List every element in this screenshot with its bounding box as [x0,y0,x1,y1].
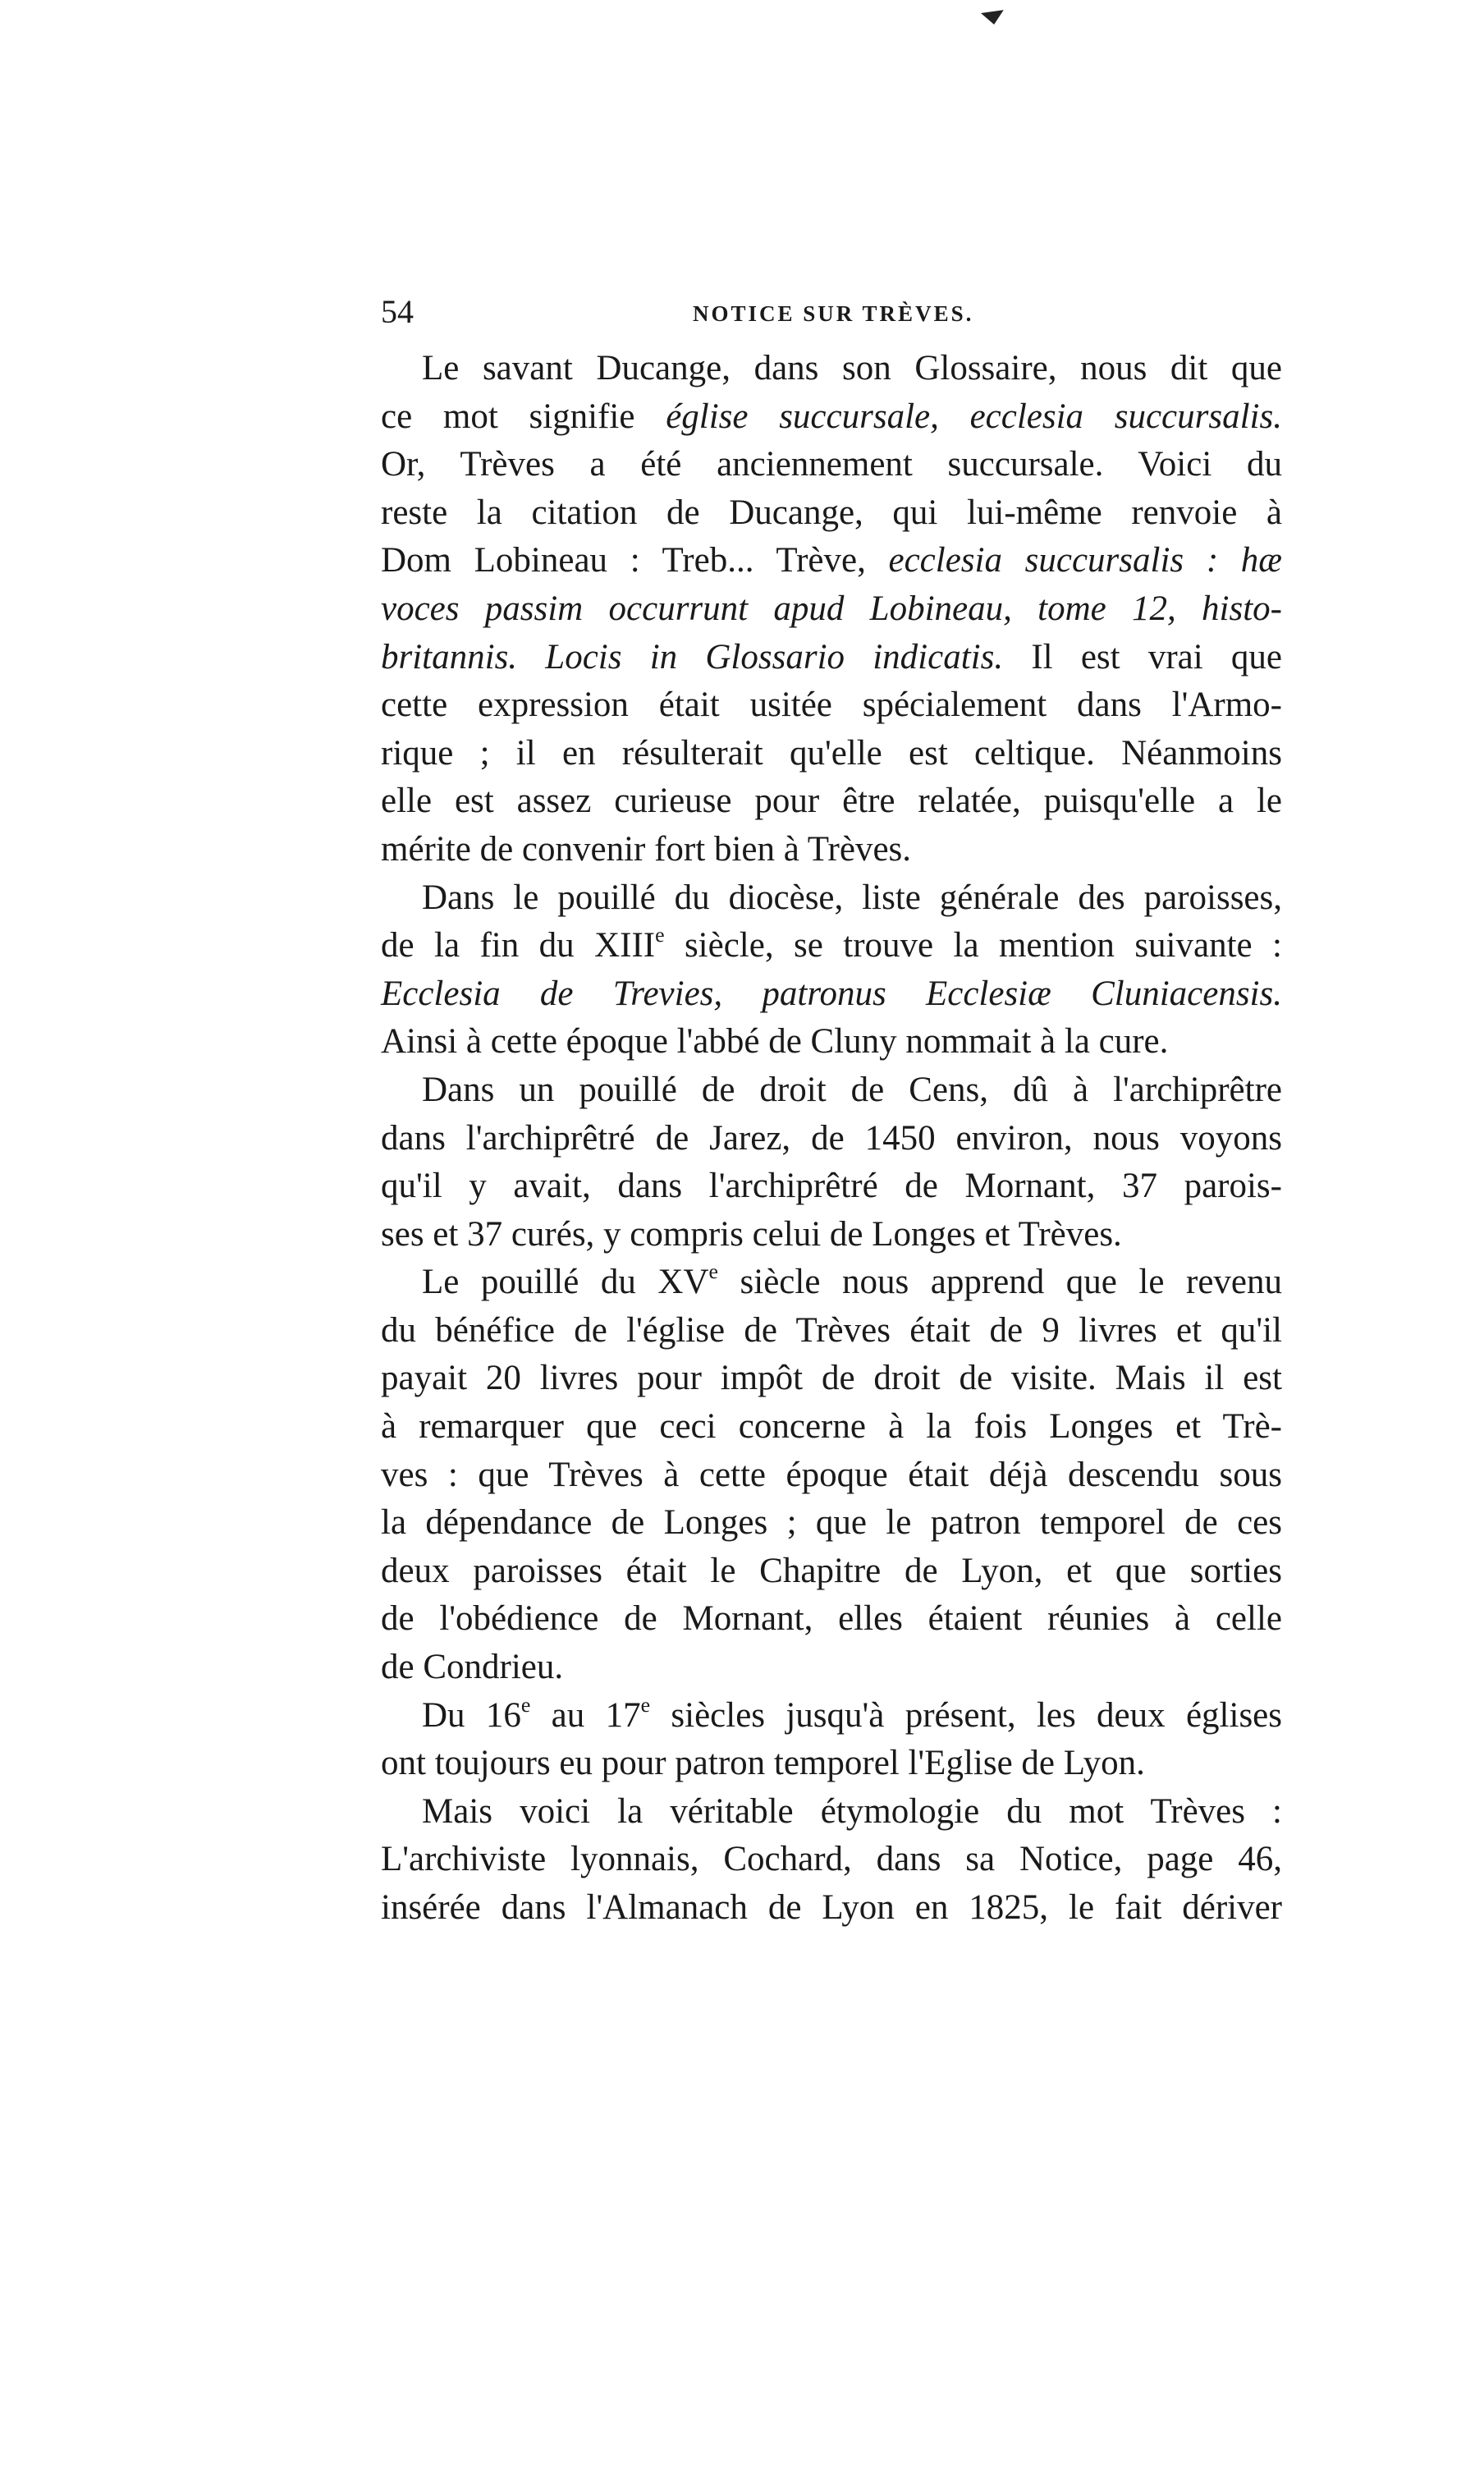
text-line [381,826,1282,874]
text-segment: ves : que Trèves à cette époque était déjà descendu sous [381,1455,1282,1494]
text-line [381,970,1282,1019]
text-segment: payait 20 livres pour impôt de droit de visite. Mais il est [381,1359,1282,1398]
text-line [381,1211,1282,1259]
text-line [381,585,1282,634]
italic-text: église succursale, ecclesia succursalis. [666,397,1282,436]
text-line [381,1692,1282,1740]
text-segment: Ainsi à cette époque l'abbé de Cluny nommait à la cure. [381,1022,1169,1062]
text-segment: Dom Lobineau : Treb... Trève, [381,541,889,580]
text-line [381,1740,1282,1788]
italic-text: Ecclesia de Trevies, patronus Ecclesiæ Cluniacensis. [381,974,1282,1013]
italic-text: britannis. Locis in Glossario indicatis. [381,637,1004,676]
text-segment: siècle nous apprend que le revenu [717,1263,1282,1302]
text-line [381,1548,1282,1596]
text-segment: mérite de convenir fort bien à Trèves. [381,829,912,869]
text-line [381,874,1282,923]
text-segment: rique ; il en résulterait qu'elle est celtique. Néanmoins [381,733,1282,773]
text-line [381,1788,1282,1837]
text-segment: à remarquer que ceci concerne à la fois Longes et Trè- [381,1407,1282,1447]
text-line [381,345,1282,393]
text-segment: ses et 37 curés, y compris celui de Longes et Trèves. [381,1214,1122,1254]
text-line [381,441,1282,489]
text-line [381,1018,1282,1066]
text-segment: ont toujours eu pour patron temporel l'Eglise de Lyon. [381,1744,1145,1783]
text-segment: Du 16 [422,1695,521,1735]
text-line [381,393,1282,442]
text-line [381,1066,1282,1115]
text-line [381,537,1282,585]
text-segment: de la fin du XIII [381,926,656,965]
text-line [381,1644,1282,1692]
text-segment: Dans le pouillé du diocèse, liste générale des paroisses, [422,878,1282,917]
text-segment: L'archiviste lyonnais, Cochard, dans sa Notice, page 46, [381,1840,1282,1879]
text-segment: de l'obédience de Mornant, elles étaient réunies à celle [381,1599,1282,1639]
text-line [381,1307,1282,1355]
text-segment: Il est vrai que [1003,637,1282,676]
superscript: e [640,1692,651,1717]
text-line [381,1259,1282,1307]
running-title: NOTICE SUR TRÈVES. [693,301,974,326]
superscript: e [655,923,665,947]
text-line [381,1115,1282,1163]
running-head [381,292,1280,332]
text-line [381,1403,1282,1451]
text-line [381,1451,1282,1500]
text-segment: au 17 [530,1695,641,1735]
italic-text: voces passim occurrunt apud Lobineau, tome 12, histo- [381,589,1282,628]
text-line [381,730,1282,778]
text-line [381,489,1282,538]
text-segment: ce mot signifie [381,397,666,436]
text-segment: siècle, se trouve la mention suivante : [664,926,1282,965]
text-line [381,1355,1282,1403]
text-segment: de Condrieu. [381,1648,564,1687]
text-line [381,1884,1282,1933]
text-segment: du bénéfice de l'église de Trèves était de 9 livres et qu'il [381,1310,1282,1350]
italic-text: ecclesia succursalis : hæ [888,541,1282,580]
body-text [381,345,1282,1933]
text-segment: Le pouillé du XV [422,1263,709,1302]
text-segment: reste la citation de Ducange, qui lui-même renvoie à [381,493,1282,532]
text-line [381,681,1282,730]
text-segment: Mais voici la véritable étymologie du mot Trèves : [422,1791,1282,1831]
text-segment: siècles jusqu'à présent, les deux églises [650,1695,1282,1735]
text-line [381,634,1282,682]
text-segment: qu'il y avait, dans l'archiprêtré de Mornant, 37 parois- [381,1167,1282,1206]
text-segment: Le savant Ducange, dans son Glossaire, nous dit que [422,349,1282,388]
text-line [381,1836,1282,1884]
text-line [381,1499,1282,1548]
text-segment: dans l'archiprêtré de Jarez, de 1450 environ, nous voyons [381,1118,1282,1158]
text-segment: insérée dans l'Almanach de Lyon en 1825, le fait dériver [381,1888,1282,1927]
text-segment: Or, Trèves a été anciennement succursale. Voici du [381,445,1282,484]
text-segment: la dépendance de Longes ; que le patron temporel de ces [381,1503,1282,1543]
text-segment: Dans un pouillé de droit de Cens, dû à l'archiprêtre [422,1070,1282,1109]
superscript: e [520,1692,531,1717]
text-segment: deux paroisses était le Chapitre de Lyon, et que sorties [381,1551,1282,1590]
text-line [381,922,1282,970]
text-line [381,1163,1282,1211]
superscript: e [708,1259,718,1284]
text-segment: cette expression était usitée spécialement dans l'Armo- [381,686,1282,725]
page-number: 54 [381,293,414,330]
text-line [381,1595,1282,1644]
text-line [381,777,1282,826]
text-segment: elle est assez curieuse pour être relatée, puisqu'elle a le [381,782,1282,821]
corner-ink-mark [981,10,1005,26]
